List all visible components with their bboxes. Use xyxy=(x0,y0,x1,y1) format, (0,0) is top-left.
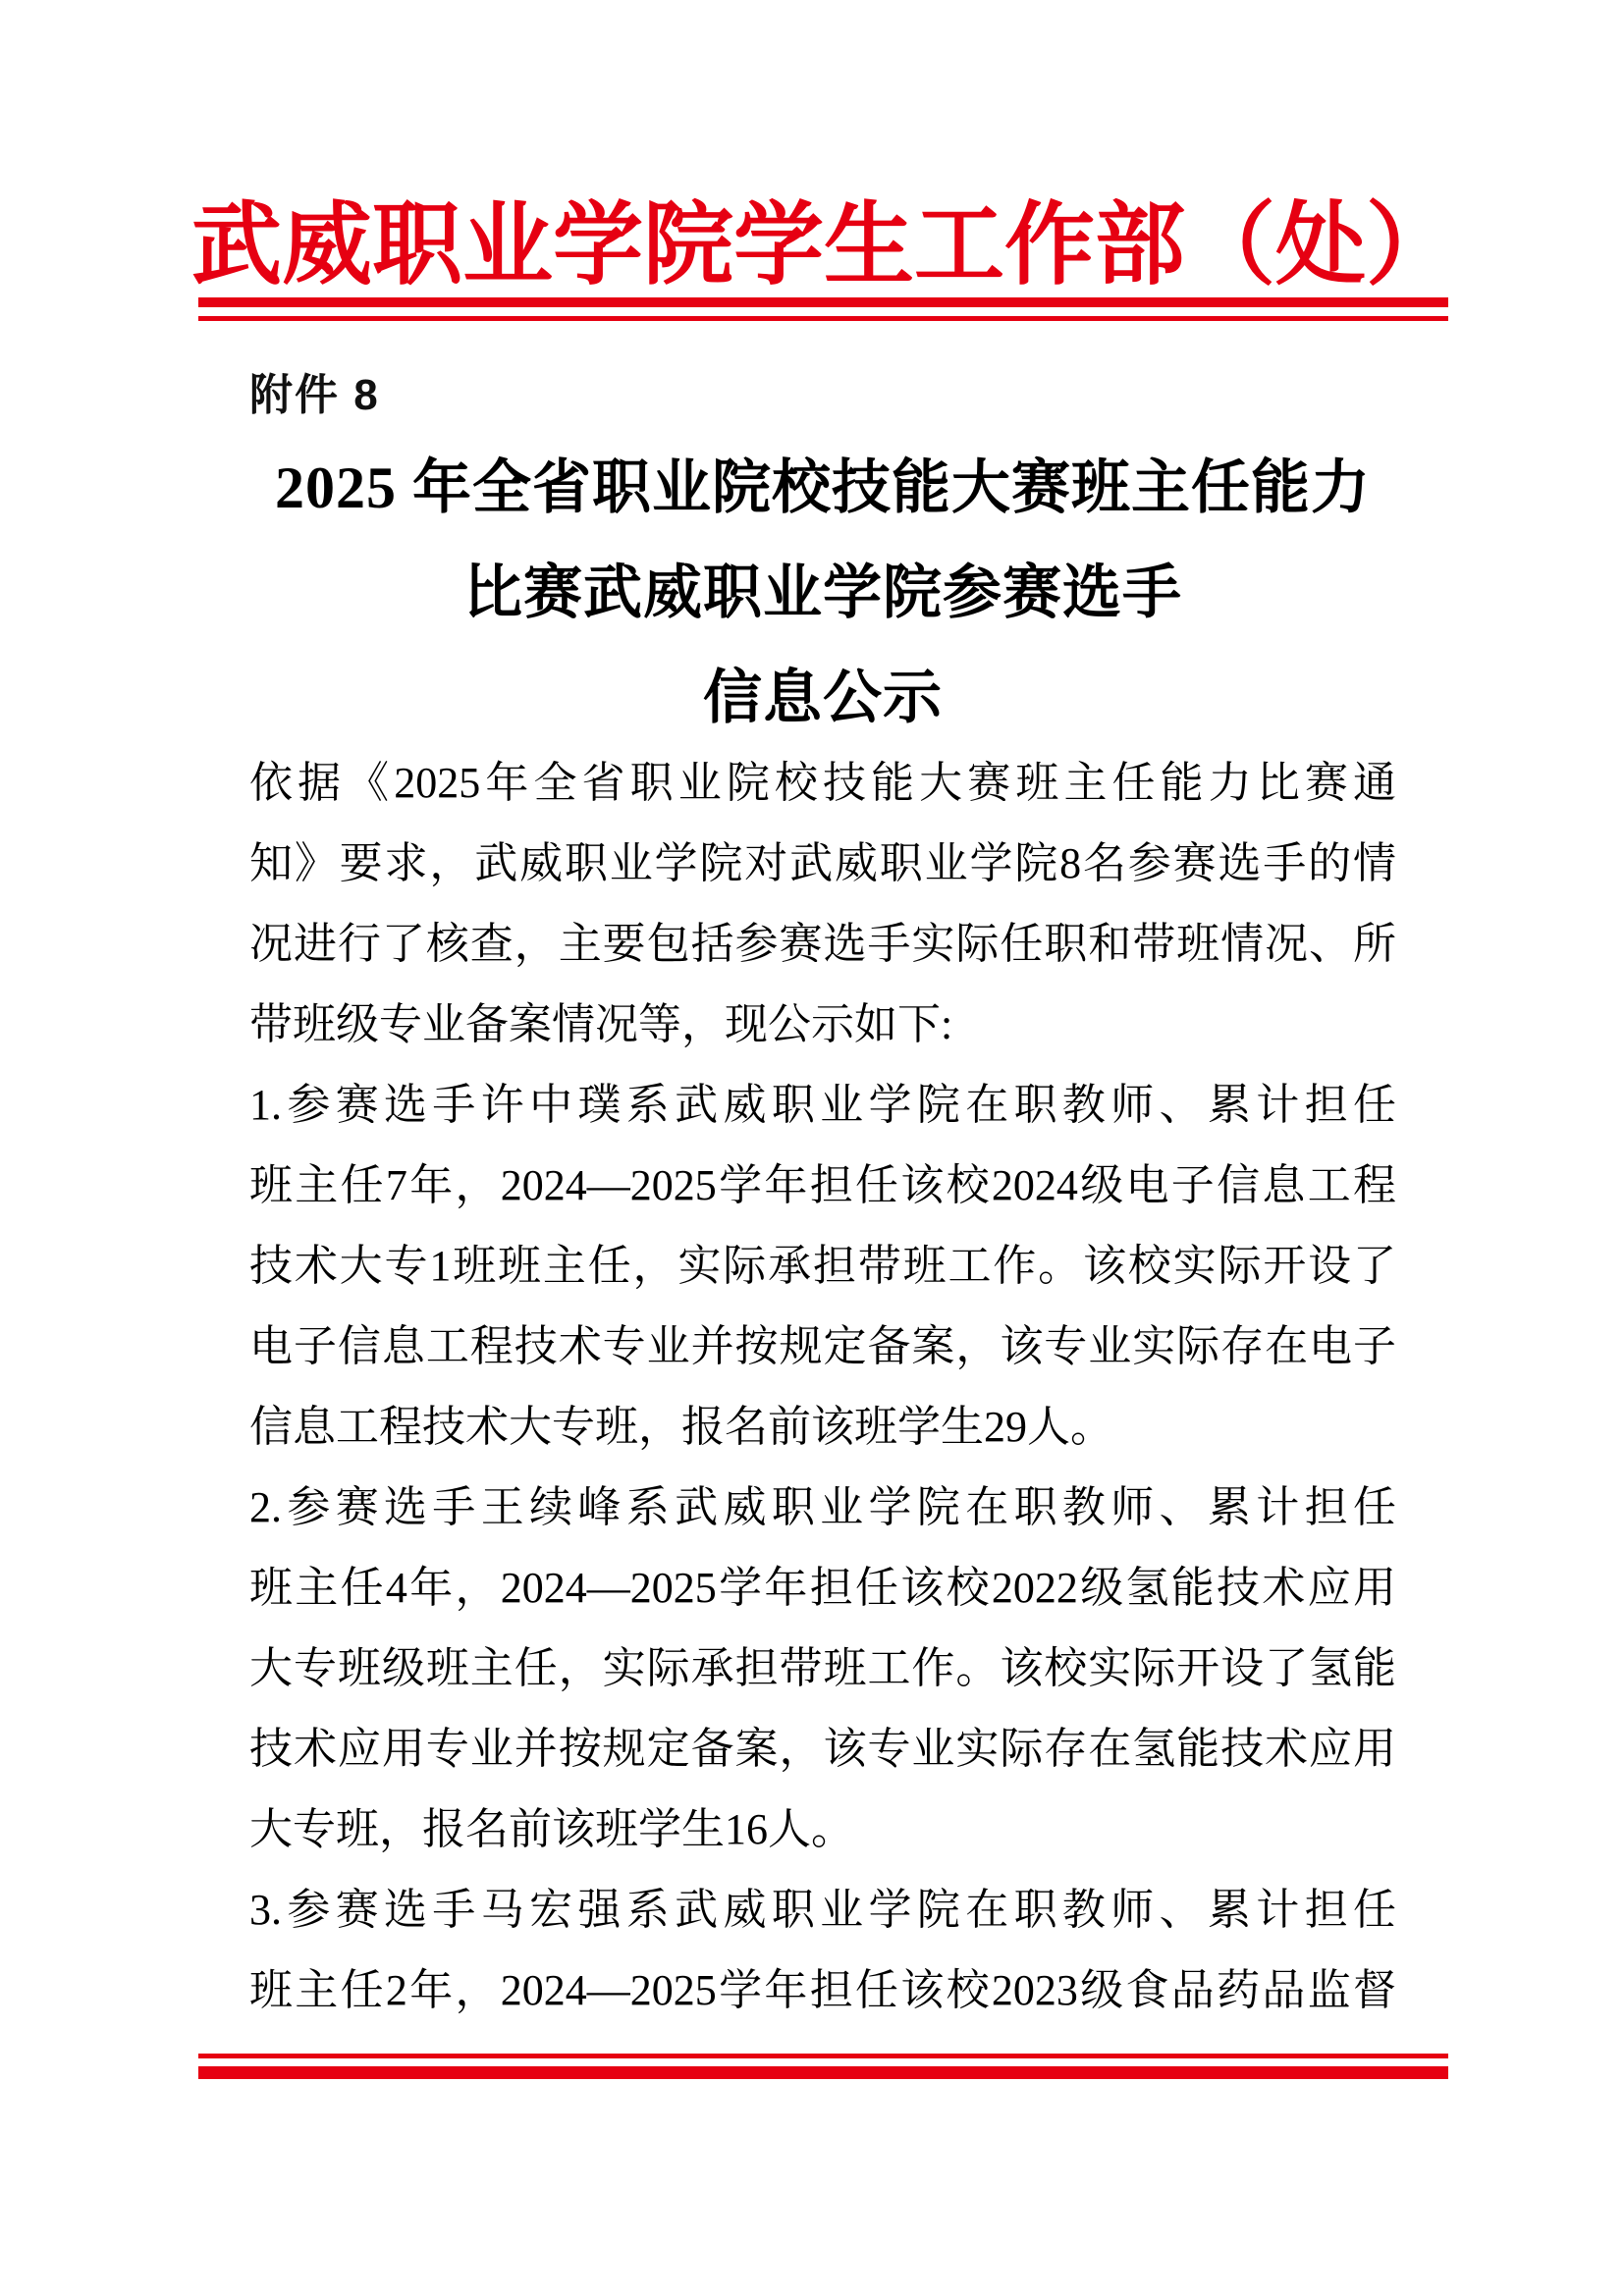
body-line: 班主任4年，2024—2025学年担任该校2022级氢能技术应用 xyxy=(249,1564,1396,1612)
body-line: 技术大专1班班主任，实际承担带班工作。该校实际开设了 xyxy=(249,1242,1396,1290)
body-line: 带班级专业备案情况等，现公示如下: xyxy=(249,1000,953,1048)
rule-gap xyxy=(198,2058,1448,2066)
document-title xyxy=(249,436,1396,751)
rule-thick-bar xyxy=(198,2066,1448,2079)
body-line: 班主任2年，2024—2025学年担任该校2023级食品药品监督 xyxy=(249,1966,1396,2014)
document-body xyxy=(249,743,1396,2031)
rule-gap xyxy=(198,307,1448,316)
body-line: 技术应用专业并按规定备案，该专业实际存在氢能技术应用 xyxy=(249,1725,1396,1773)
body-line: 1.参赛选手许中璞系武威职业学院在职教师、累计担任 xyxy=(249,1081,1396,1129)
body-line: 班主任7年，2024—2025学年担任该校2024级电子信息工程 xyxy=(249,1161,1396,1209)
rule-thin-bar xyxy=(198,316,1448,321)
attachment-label: 附件 8 xyxy=(249,371,380,419)
body-line: 依据《2025年全省职业院校技能大赛班主任能力比赛通 xyxy=(249,759,1396,807)
rule-thick-bar xyxy=(198,297,1448,307)
footer-double-rule xyxy=(198,2054,1448,2079)
document-title-line-2: 比赛武威职业学院参赛选手 xyxy=(463,561,1182,625)
body-line: 2.参赛选手王续峰系武威职业学院在职教师、累计担任 xyxy=(249,1483,1396,1531)
body-line: 3.参赛选手马宏强系武威职业学院在职教师、累计担任 xyxy=(249,1886,1396,1934)
body-line: 况进行了核查，主要包括参赛选手实际任职和带班情况、所 xyxy=(249,920,1396,968)
letterhead-double-rule xyxy=(198,297,1448,321)
body-line: 大专班，报名前该班学生16人。 xyxy=(249,1805,854,1853)
document-title-line-1: 2025 年全省职业院校技能大赛班主任能力 xyxy=(275,455,1371,520)
body-line: 信息工程技术大专班，报名前该班学生29人。 xyxy=(249,1403,1113,1451)
letterhead-title: 武威职业学院学生工作部（处） xyxy=(190,195,1456,295)
body-line: 电子信息工程技术专业并按规定备案，该专业实际存在电子 xyxy=(249,1322,1396,1370)
body-line: 大专班级班主任，实际承担带班工作。该校实际开设了氢能 xyxy=(249,1644,1396,1692)
document-title-line-3: 信息公示 xyxy=(703,666,943,730)
body-line: 知》要求，武威职业学院对武威职业学院8名参赛选手的情 xyxy=(249,839,1396,887)
